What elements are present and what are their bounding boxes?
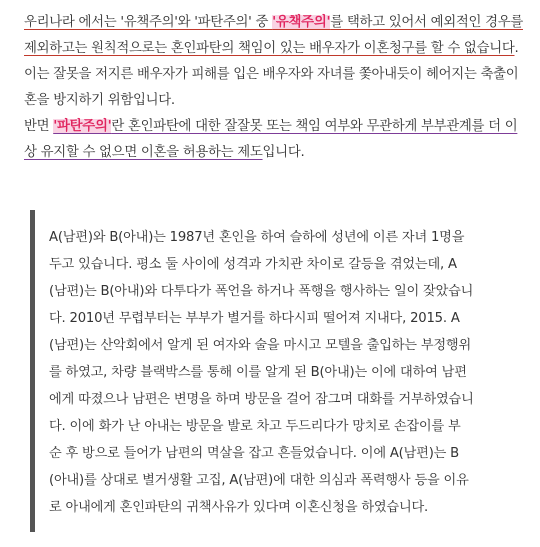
highlight-breakdown-principle: '파탄주의': [53, 119, 112, 134]
case-line: 를 하였고, 차량 블랙박스를 통해 이를 알게 된 B(아내)는 이에 대하여 남편: [49, 365, 467, 380]
intro-p1-lead: 우리나라 에서는 '유책주의'와 '파탄주의' 중: [24, 15, 273, 30]
case-line: 순 후 방으로 들어가 남편의 멱살을 잡고 흔들었습니다. 이에 A(남편)는 B: [49, 446, 460, 461]
case-line: (남편)는 B(아내)와 다투다가 폭언을 하거나 폭행을 행사하는 일이 잦았습니: [49, 284, 474, 299]
intro-p1-rest: . 이는 잘못을 저지른 배우자가 피해를 입은 배우자와 자녀를 쫓아내듯이 헤어지는 축출이혼을 방지하기 위함입니다.: [24, 41, 519, 108]
intro-paragraph-2: [24, 114, 524, 166]
case-quote-block: [30, 210, 508, 532]
case-line: 로 아내에게 혼인파탄의 귀책사유가 있다며 이혼신청을 하였습니다.: [49, 500, 429, 515]
intro-p2-lead: 반면: [24, 119, 54, 134]
intro-p2-underlined: 란 혼인파탄에 대한 잘잘못 또는 책임 여부와 무관하게 부부관계를 더 이상 유지할 수 없으면 이혼을 허용하는 제도: [24, 119, 518, 160]
case-line: (남편)는 산악회에서 알게 된 여자와 술을 마시고 모텔을 출입하는 부정행위: [49, 338, 471, 353]
case-line: 다. 이에 화가 난 아내는 방문을 발로 차고 두드리다가 망치로 손잡이를 부: [49, 419, 461, 434]
highlight-fault-principle: '유책주의': [272, 15, 331, 30]
case-line: 에게 따졌으나 남편은 변명을 하며 방문을 걸어 잠그며 대화를 거부하였습니: [49, 392, 474, 407]
case-line: A(남편)와 B(아내)는 1987년 혼인을 하여 슬하에 성년에 이른 자녀 1명을: [49, 230, 465, 245]
case-line: 다. 2010년 무렵부터는 부부가 별거를 하다시피 떨어져 지내다, 2015. A: [49, 311, 460, 326]
intro-text: [24, 10, 524, 166]
case-line: 두고 있습니다. 평소 둘 사이에 성격과 가치관 차이로 갈등을 겪었는데, A: [49, 257, 457, 272]
case-line: (아내)를 상대로 별거생활 고집, A(남편)에 대한 의심과 폭력행사 등을 이유: [49, 473, 469, 488]
intro-p1-underlined: 를 택하고 있어서 예외적인 경우를 제외하고는 원칙적으로는 혼인파탄의 책임이 있는 배우자가 이혼청구를 할 수 없습니다: [24, 15, 523, 56]
intro-p2-rest: 입니다.: [262, 145, 305, 160]
intro-paragraph-1: [24, 10, 524, 114]
